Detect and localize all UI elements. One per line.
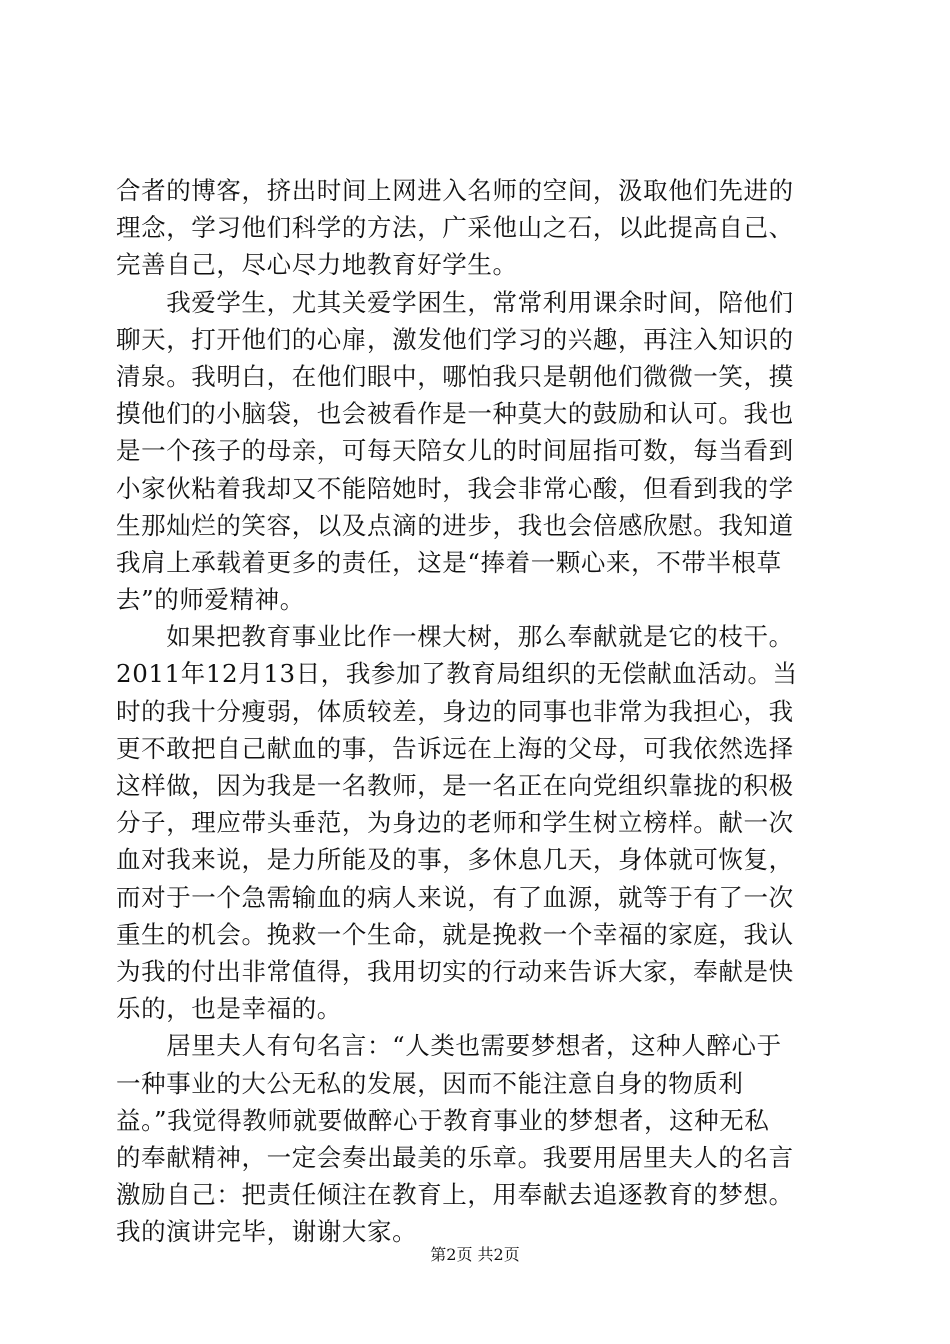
text-line: 这样做，因为我是一名教师，是一名正在向党组织靠拢的积极	[116, 771, 794, 800]
text-line: 我爱学生，尤其关爱学困生，常常利用课余时间，陪他们	[116, 287, 794, 317]
text-line: 一种事业的大公无私的发展，因而不能注意自身的物质利	[116, 1068, 744, 1098]
text-line: 更不敢把自己献血的事，告诉远在上海的父母，可我依然选择	[116, 733, 794, 763]
text-line: 合者的博客，挤出时间上网进入名师的空间，汲取他们先进的	[116, 176, 794, 205]
body-text	[116, 172, 836, 1250]
text-line: 去”的师爱精神。	[116, 585, 305, 615]
text-line: 时的我十分瘦弱，体质较差，身边的同事也非常为我担心，我	[116, 696, 794, 726]
text-line: 生那灿烂的笑容，以及点滴的进步，我也会倍感欣慰。我知道	[116, 510, 794, 540]
text-line: 如果把教育事业比作一棵大树，那么奉献就是它的枝干。	[116, 622, 794, 652]
text-line: 血对我来说，是力所能及的事，多休息几天，身体就可恢复，	[116, 845, 794, 875]
text-line: 理念，学习他们科学的方法，广采他山之石，以此提高自己、	[116, 213, 794, 243]
page-number-label: 第2页 共2页	[430, 1245, 520, 1264]
text-line: 分子，理应带头垂范，为身边的老师和学生树立榜样。献一次	[116, 808, 794, 838]
text-line: 摸他们的小脑袋，也会被看作是一种莫大的鼓励和认可。我也	[116, 399, 794, 429]
text-line: 居里夫人有句名言：“人类也需要梦想者，这种人醉心于	[116, 1031, 782, 1061]
page-footer	[0, 1243, 950, 1267]
text-line: 是一个孩子的母亲，可每天陪女儿的时间屈指可数，每当看到	[116, 436, 794, 466]
text-line: 的奉献精神，一定会奏出最美的乐章。我要用居里夫人的名言	[116, 1142, 794, 1172]
text-line: 小家伙粘着我却又不能陪她时，我会非常心酸，但看到我的学	[116, 473, 794, 503]
text-line: 聊天，打开他们的心扉，激发他们学习的兴趣，再注入知识的	[116, 324, 794, 354]
text-line: 重生的机会。挽救一个生命，就是挽救一个幸福的家庭，我认	[116, 919, 794, 949]
text-line: 乐的，也是幸福的。	[116, 994, 342, 1024]
text-line: 我的演讲完毕，谢谢大家。	[116, 1217, 418, 1247]
text-line: 完善自己，尽心尽力地教育好学生。	[116, 250, 518, 280]
text-line: 而对于一个急需输血的病人来说，有了血源，就等于有了一次	[116, 882, 794, 912]
text-line: 我肩上承载着更多的责任，这是“捧着一颗心来，不带半根草	[116, 547, 782, 577]
text-line: 激励自己：把责任倾注在教育上，用奉献去追逐教育的梦想。	[116, 1180, 794, 1210]
text-line: 清泉。我明白，在他们眼中，哪怕我只是朝他们微微一笑，摸	[116, 361, 794, 391]
text-line: 为我的付出非常值得，我用切实的行动来告诉大家，奉献是快	[116, 956, 794, 986]
text-line: 2011年12月13日，我参加了教育局组织的无偿献血活动。当	[116, 659, 798, 689]
text-line: 益。”我觉得教师就要做醉心于教育事业的梦想者，这种无私	[116, 1105, 770, 1135]
